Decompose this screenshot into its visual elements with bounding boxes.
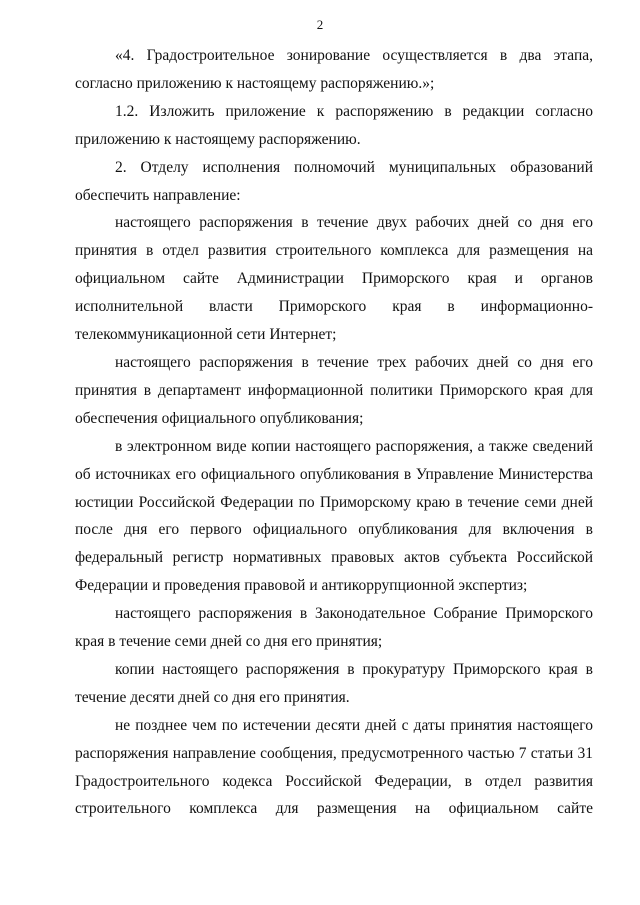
page-number: 2	[316, 17, 324, 32]
paragraph-item-notification: не позднее чем по истечении десяти дней с даты принятия настоящего распоряжения направление сообщения, предусмотренного частью 7 статьи 31 Градостроительного кодекса Российской Федерации, в отдел развития строительного комплекса для размещения на официальном сайте	[75, 716, 593, 818]
paragraph-clause-1-2: 1.2. Изложить приложение к распоряжению в редакции согласно приложению к настоящему распоряжению.	[75, 102, 593, 148]
paragraph-item-prosecutor: копии настоящего распоряжения в прокуратуру Приморского края в течение десяти дней со дня его принятия.	[75, 660, 593, 706]
paragraph-clause-4: «4. Градостроительное зонирование осуществляется в два этапа, согласно приложению к настоящему распоряжению.»;	[75, 47, 593, 92]
paragraph-item-ministry-of-justice: в электронном виде копии настоящего распоряжения, а также сведений об источниках его официального опубликования в Управление Министерства юстиции Российской Федерации по Приморскому краю в течение семи дней после дня его первого официального опубликования для включения в федеральный регистр нормативных правовых актов субъекта Российской Федерации и проведения правовой и антикоррупционной экспертиз;	[75, 437, 593, 595]
document-body	[75, 42, 593, 823]
paragraph-clause-2: 2. Отделу исполнения полномочий муниципальных образований обеспечить направление:	[75, 158, 593, 204]
paragraph-item-publication: настоящего распоряжения в течение трех рабочих дней со дня его принятия в департамент информационной политики Приморского края для обеспечения официального опубликования;	[75, 353, 593, 427]
paragraph-item-website: настоящего распоряжения в течение двух рабочих дней со дня его принятия в отдел развития строительного комплекса для размещения на официальном сайте Администрации Приморского края и органов исполнительной власти Приморского края в информационно-телекоммуникационной сети Интернет;	[75, 214, 593, 344]
paragraph-item-legislative-assembly: настоящего распоряжения в Законодательное Собрание Приморского края в течение семи дней со дня его принятия;	[75, 605, 593, 651]
